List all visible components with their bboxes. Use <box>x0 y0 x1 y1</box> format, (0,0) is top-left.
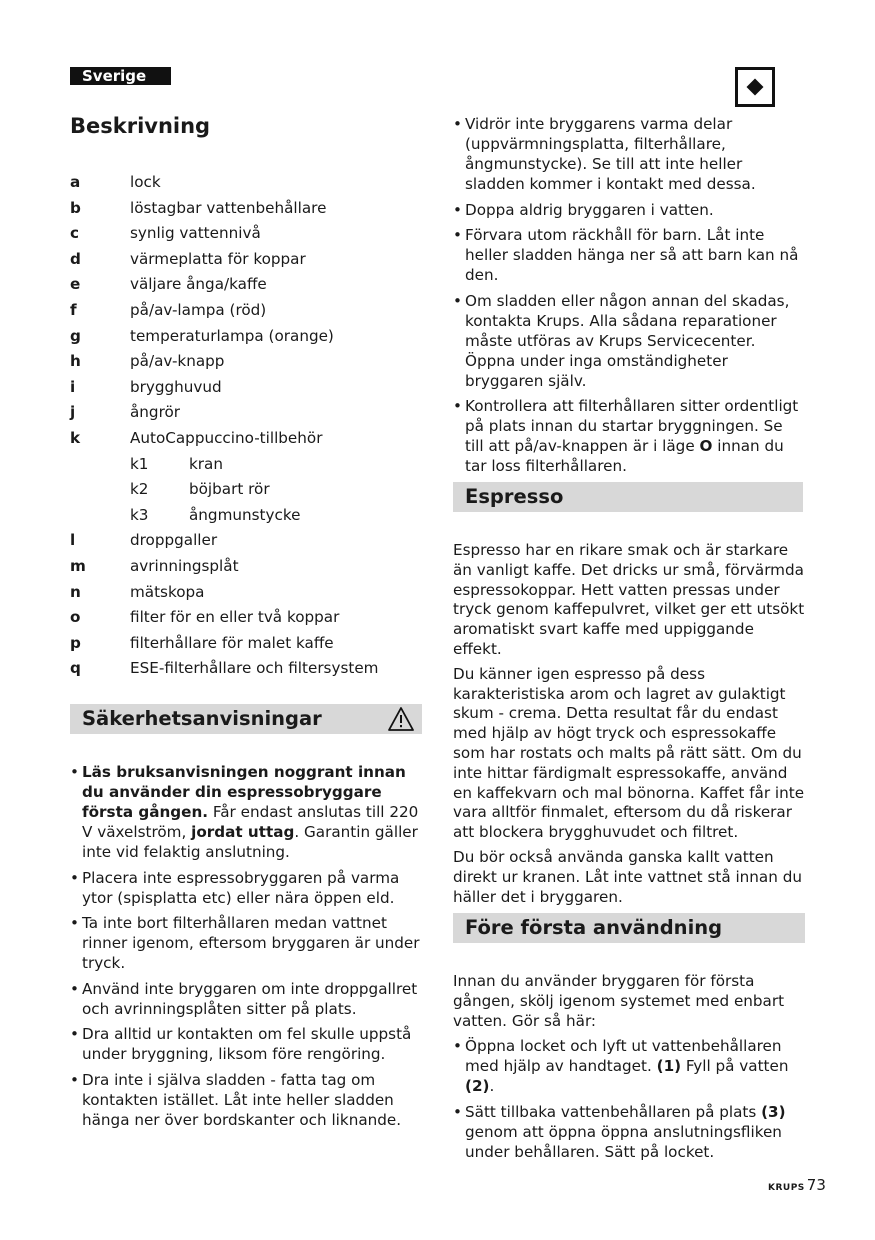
list-item: • Ta inte bort filterhållaren medan vattnet rinner igenom, eftersom bryggaren är under tryck. <box>70 913 420 973</box>
list-item: b löstagbar vattenbehållare <box>70 198 327 217</box>
safety-bullets <box>70 762 420 1135</box>
list-item: • Använd inte bryggaren om inte droppgallret och avrinningsplåten sitter på plats. <box>70 979 420 1019</box>
first-use-heading: Före första användning <box>453 913 805 943</box>
list-item: h på/av-knapp <box>70 352 225 371</box>
list-item: m avrinningsplåt <box>70 556 239 575</box>
list-item: • Dra alltid ur kontakten om fel skulle uppstå under bryggning, liksom före rengöring. <box>70 1024 420 1064</box>
list-item: • Läs bruksanvisningen noggrant innan du använder din espressobryggare första gången. Får endast anslutas till 220 V växelström, jordat uttag. Garantin gäller inte vid felaktig anslutning. <box>70 762 420 862</box>
sub-list-item: k1 kran <box>130 454 223 473</box>
list-item: q ESE-filterhållare och filtersystem <box>70 659 379 678</box>
list-item: • Öppna locket och lyft ut vattenbehållaren med hjälp av handtaget. (1) Fyll på vatten (2). <box>453 1036 805 1096</box>
description-title: Beskrivning <box>70 114 211 138</box>
espresso-heading: Espresso <box>453 482 803 512</box>
list-item: c synlig vattennivå <box>70 224 261 243</box>
list-item: • Doppa aldrig bryggaren i vatten. <box>453 200 803 220</box>
first-use-text <box>453 972 805 1167</box>
sub-list-item: k3 ångmunstycke <box>130 505 301 524</box>
diamond-icon <box>735 67 775 107</box>
list-item: • Om sladden eller någon annan del skadas, kontakta Krups. Alla sådana reparationer måste utföras av Krups Servicecenter. Öppna under inga omständigheter bryggaren själv. <box>453 291 803 391</box>
page-number: 73 <box>806 1176 826 1194</box>
list-item: • Sätt tillbaka vattenbehållaren på plats (3) genom att öppna öppna anslutningsfliken under behållaren. Sätt på locket. <box>453 1102 805 1162</box>
list-item: f på/av-lampa (röd) <box>70 300 267 319</box>
paragraph: Du bör också använda ganska kallt vatten direkt ur kranen. Låt inte vattnet stå innan du häller det i bryggaren. <box>453 847 802 906</box>
safety-heading: Säkerhetsanvisningar <box>70 704 422 734</box>
paragraph: Espresso har en rikare smak och är starkare än vanligt kaffe. Det dricks ur små, förvärmda espressokoppar. Hett vatten pressas under tryck genom kaffepulvret, vilket ger ett utsökt aromatiskt svart kaffe med uppiggande effekt. <box>453 541 805 658</box>
list-item: • Förvara utom räckhåll för barn. Låt inte heller sladden hänga ner så att barn kan nå den. <box>453 225 803 285</box>
sub-list-item: k2 böjbart rör <box>130 480 270 499</box>
list-item: • Placera inte espressobryggaren på varma ytor (spisplatta etc) eller nära öppen eld. <box>70 868 420 908</box>
list-item: j ångrör <box>70 403 181 422</box>
list-item: l droppgaller <box>70 531 218 550</box>
list-item: o filter för en eller två koppar <box>70 608 340 627</box>
list-item: g temperaturlampa (orange) <box>70 326 334 345</box>
brand-logo: KRUPS <box>768 1183 805 1193</box>
safety-bullets-continued <box>453 114 803 482</box>
country-label: Sverige <box>70 67 171 85</box>
warning-icon <box>388 707 414 731</box>
list-item: k AutoCappuccino-tillbehör <box>70 428 323 447</box>
list-item: a lock <box>70 173 161 191</box>
list-item: d värmeplatta för koppar <box>70 249 306 268</box>
list-item: • Kontrollera att filterhållaren sitter ordentligt på plats innan du startar bryggningen. Se till att på/av-knappen är i läge O innan du tar loss filterhållaren. <box>453 396 803 476</box>
page-footer <box>768 1176 826 1194</box>
list-item: • Dra inte i själva sladden - fatta tag om kontakten istället. Låt inte heller sladden hänga ner över bordskanter och liknande. <box>70 1070 420 1130</box>
list-item: • Vidrör inte bryggarens varma delar (uppvärmningsplatta, filterhållare, ångmunstycke). Se till att inte heller sladden kommer i kontakt med dessa. <box>453 114 803 194</box>
list-item: p filterhållare för malet kaffe <box>70 633 334 652</box>
list-item: n mätskopa <box>70 582 205 601</box>
paragraph: Innan du använder bryggaren för första gången, skölj igenom systemet med enbart vatten. Gör så här: <box>453 972 785 1030</box>
parts-list <box>70 170 410 682</box>
espresso-text <box>453 541 805 912</box>
list-item: e väljare ånga/kaffe <box>70 275 267 294</box>
paragraph: Du känner igen espresso på dess karakteristiska arom och lagret av gulaktigt skum - crema. Detta resultat får du endast med hjälp av högt tryck och espressokaffe som har rostats och malts på rätt sätt. Om du inte hittar färdigmalt espressokaffe, använd en kaffekvarn och mal bönorna. Kaffet får inte vara alltför finmalet, eftersom du då riskerar att blockera brygghuvudet och filtret. <box>453 664 805 842</box>
list-item: i brygghuvud <box>70 377 222 396</box>
